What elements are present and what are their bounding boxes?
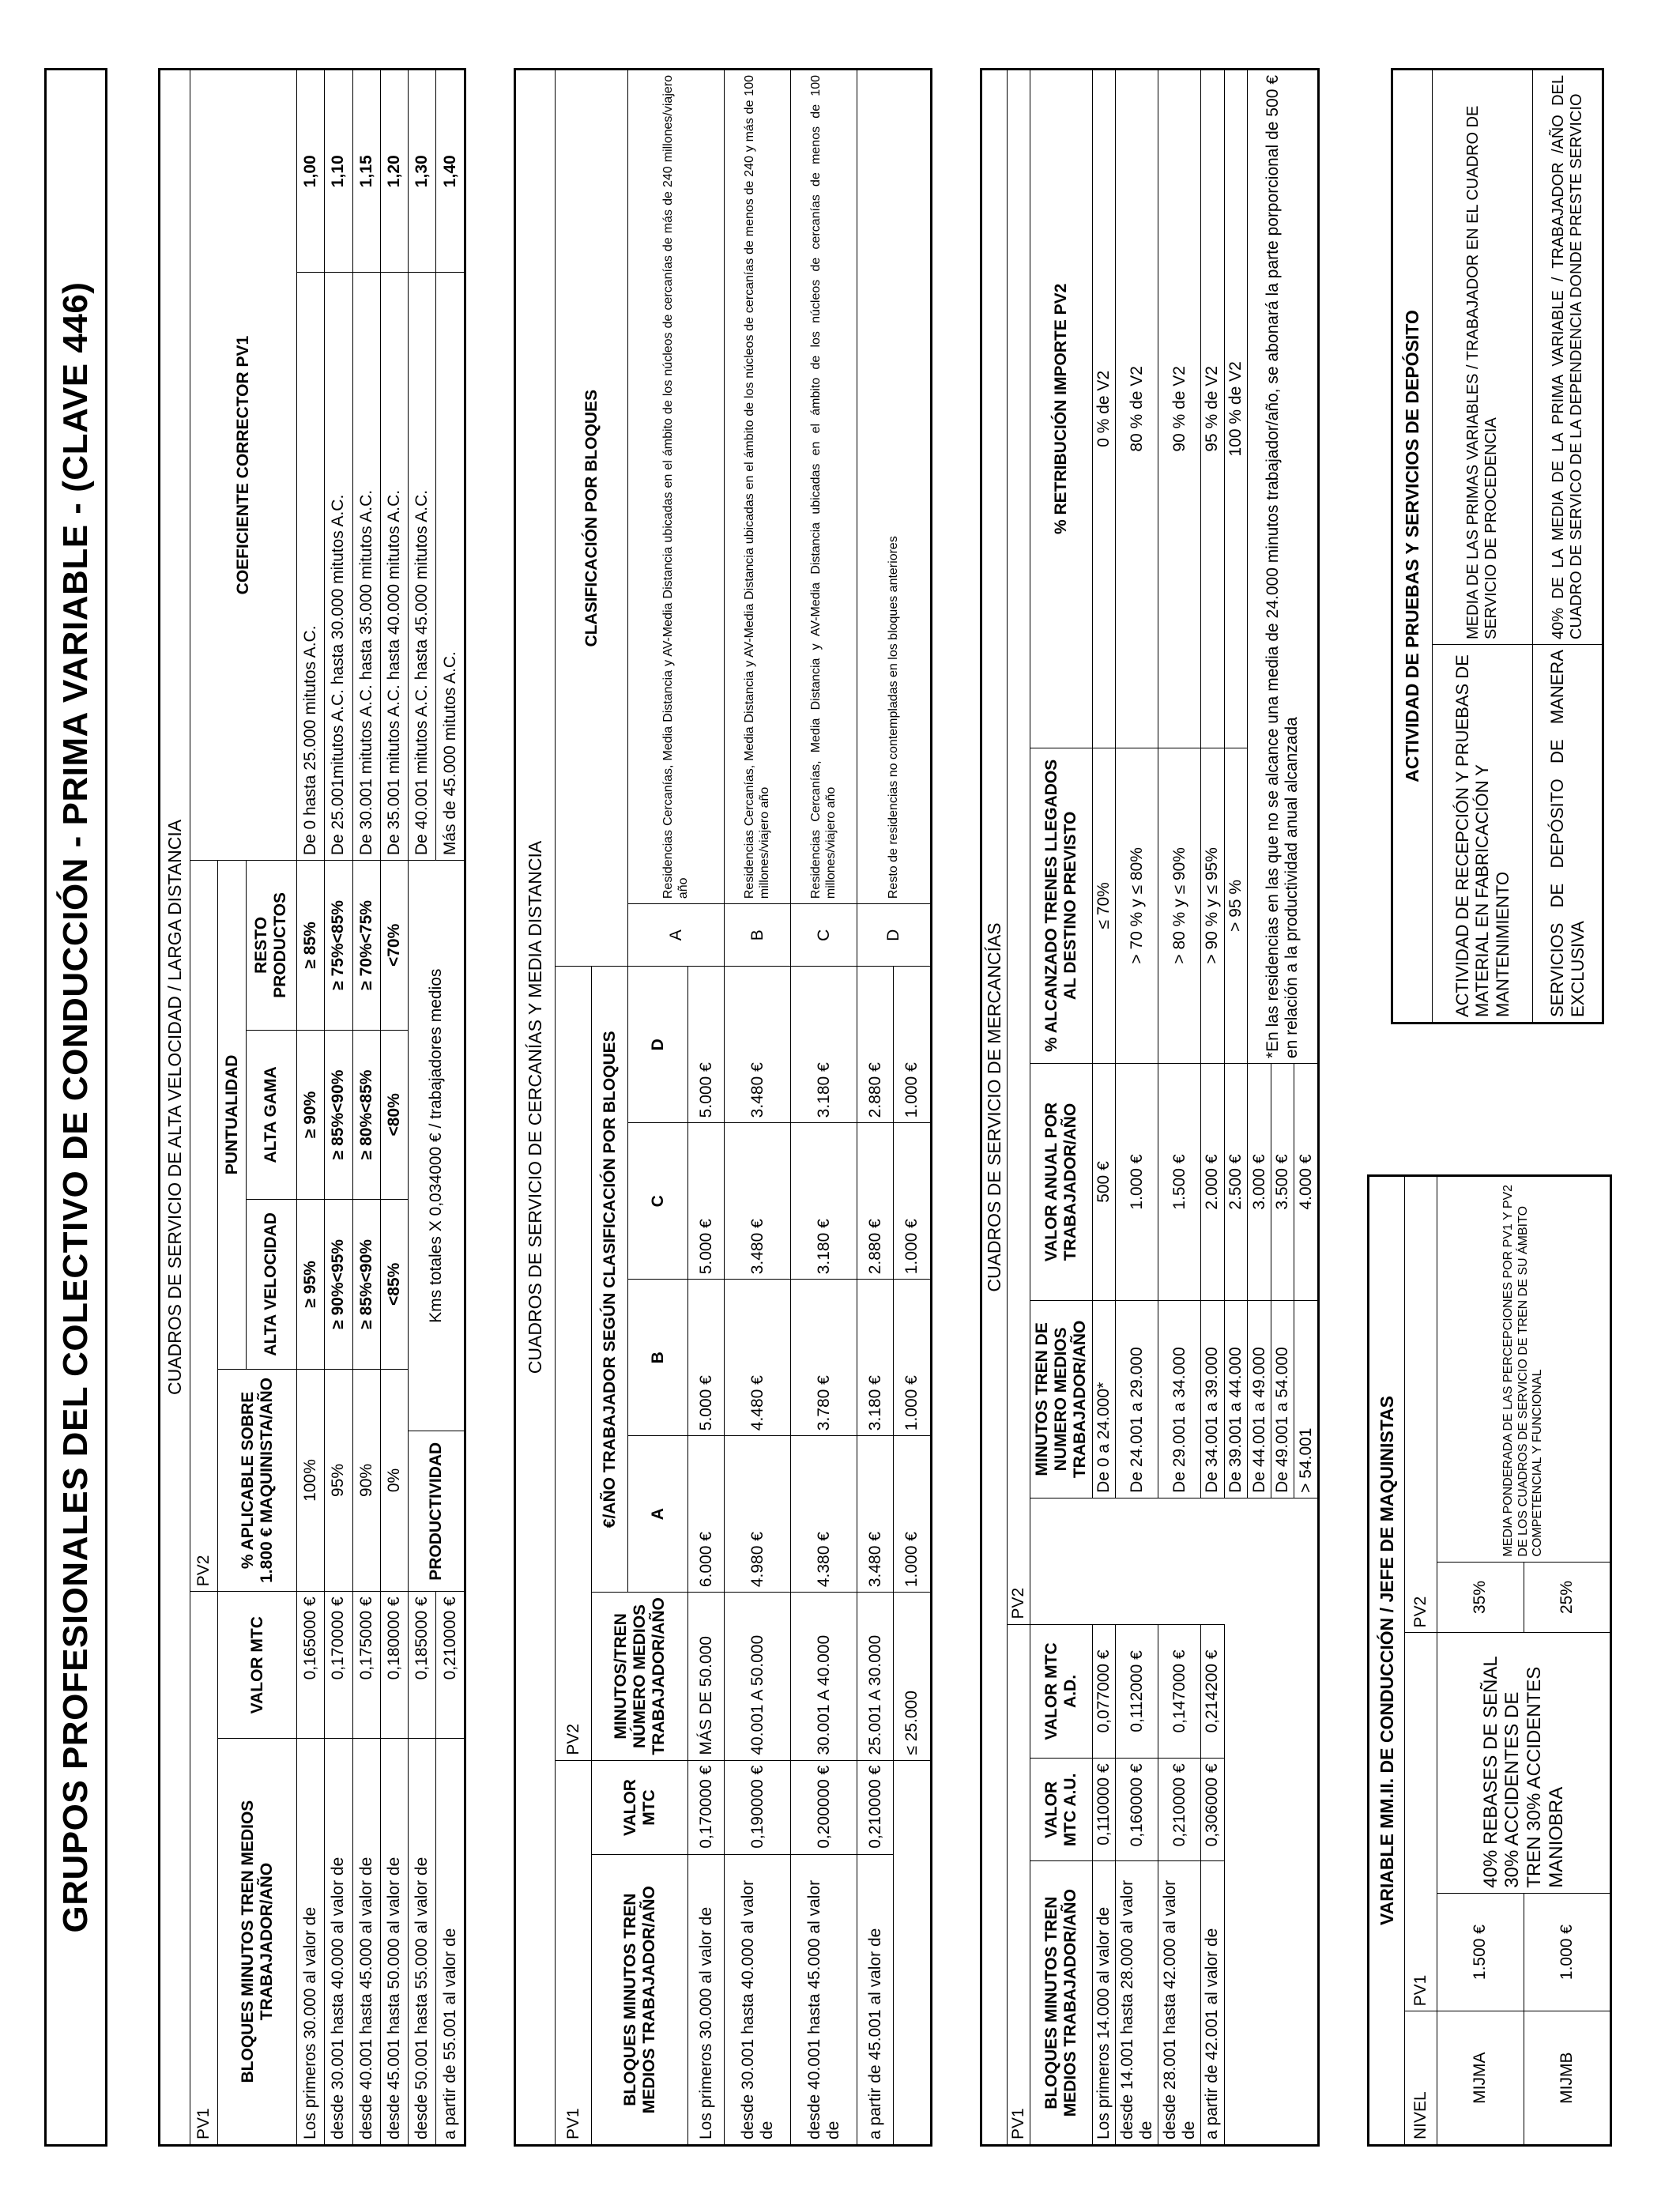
clasif-text: Residencias Cercanías, Media Distancia y AV-Media Distancia ubicadas en el ámbito de los núcleos de cercanías de más de 240 millones/viajero año: [628, 70, 725, 904]
table-row: desde 40.001 hasta 45.000 al valor de 0,200000 € 30.001 A 40.000 4.380 € 3.780 € 3.180 € 3.180 € C Residencias Cercanías, Media Distancia y AV-Media Distancia ubicadas en el ámbito de los núcleos de cercanías de menos de 100 millones/viajero año: [791, 70, 857, 2146]
valor-anual-header: VALOR ANUAL POR TRABAJADOR/AÑO: [1030, 1064, 1092, 1301]
deposito-table: [1391, 68, 1604, 1024]
col-a-header: A: [628, 1436, 688, 1593]
valor-ad-header: VALOR MTC A.D.: [1030, 1624, 1092, 1759]
alcanzado-header: % ALCANZADO TRENES LLEGADOS AL DESTINO PREVISTO: [1030, 748, 1092, 1063]
retribucion-header: % RETRIBUCIÓN IMPORTE PV2: [1030, 70, 1092, 748]
table-row: SERVICIOS DE DEPÓSITO DE MANERA EXCLUSIVA 40% DE LA MEDIA DE LA PRIMA VARIABLE / TRABAJADOR /AÑO DEL CUADRO DE SERVICO DE LA DEPENDENCIA DONDE PRESTE SERVICIO: [1533, 70, 1603, 1023]
pv1-header: PV1: [1404, 1633, 1437, 2011]
clasif-text: Resto de residencias no contempladas en los bloques anteriores: [857, 70, 932, 904]
section-title: CUADROS DE SERVICIO DE ALTA VELOCIDAD / LARGA DISTANCIA: [160, 70, 190, 2146]
table-row: desde 28.001 hasta 42.000 al valor de 0,210000 € 0,147000 € De 29.001 a 34.000 1.500 € > 80 % y ≤ 90% 90 % de V2: [1158, 70, 1201, 2146]
pv2-label: PV2: [1007, 70, 1030, 1625]
table-row: ≤ 25.000 1.000 € 1.000 € 1.000 € 1.000 €: [894, 70, 932, 2146]
resto-header: RESTO PRODUCTOS: [246, 861, 296, 1031]
table-row: desde 30.001 hasta 40.000 al valor de 0,190000 € 40.001 A 50.000 4.980 € 4.480 € 3.480 € 3.480 € B Residencias Cercanías, Media Distancia y AV-Media Distancia ubicadas en el ámbito de los núcleos de cercanías de menos de 240 y más de 100 millones/viajero año: [725, 70, 791, 2146]
bloques-header: BLOQUES MINUTOS TREN MEDIOS TRABAJADOR/AÑO: [218, 1739, 297, 2146]
aplicable-header: % APLICABLE SOBRE 1.800 € MAQUINISTA/AÑO: [218, 1369, 297, 1592]
table-row: a partir de 55.001 al valor de 0,210000 € Más de 45.000 mitutos A.C. 1,40: [436, 70, 465, 2146]
coeficiente-header: COEFICIENTE CORRECTOR PV1: [190, 70, 297, 861]
col-b-header: B: [628, 1280, 688, 1436]
mercancias-note: *En las residencias en las que no se alcance una media de 24.000 minutos trabajador/año, se abonará la parte porporcional de 500 € en relación a la productividad anual alcanzada: [1248, 70, 1319, 1064]
table-row: > 54.001 4.000 €: [1294, 70, 1319, 2146]
table-row: ACTIVIDAD DE RECEPCIÓN Y PRUEBAS DE MATERIAL EN FABRICACIÓN Y MANTENIMIENTO MEDIA DE LAS PRIMAS VARIABLES / TRABAJADOR EN EL CUADRO DE SERVICIO DE PROCEDENCIA: [1432, 70, 1532, 1023]
euro-header: €/AÑO TRABAJADOR SEGÚN CLASIFICACIÓN POR BLOQUES: [592, 967, 628, 1593]
section-title: CUADROS DE SERVICIO DE CERCANÍAS Y MEDIA DISTANCIA: [515, 70, 556, 2146]
conceptos: 40% REBASES DE SEÑAL 30% ACCIDENTES DE TREN 30% ACCIDENTES MANIOBRA: [1437, 1633, 1611, 1893]
valor-header: VALOR MTC: [218, 1592, 297, 1739]
minutos-header: MINUTOS TREN DE NUMERO MEDIOS TRABAJADOR/AÑO: [1030, 1300, 1092, 1498]
pv2-label: PV2: [556, 967, 592, 1760]
clasif-text: Residencias Cercanías, Media Distancia y AV-Media Distancia ubicadas en el ámbito de los núcleos de cercanías de menos de 100 millones/viajero año: [791, 70, 857, 904]
section-title: VARIABLE MM.II. DE CONDUCCIÓN / JEFE DE MAQUINISTAS: [1369, 1176, 1405, 2146]
table-row: Los primeros 30.000 al valor de 0,170000 € MÁS DE 50.000 6.000 € 5.000 € 5.000 € 5.000 €: [688, 70, 725, 2146]
table-row: De 44.001 a 49.000 3.000 € *En las residencias en las que no se alcance una media de 24.000 minutos trabajador/año, se abonará la parte porporcional de 500 € en relación a la productividad anual alcanzada: [1248, 70, 1271, 2146]
puntualidad-header: PUNTUALIDAD: [218, 861, 246, 1370]
kms-formula: Kms totales X 0,034000 € / trabajadores medios: [409, 861, 464, 1431]
table-row: desde 45.001 hasta 50.000 al valor de 0,180000 € 0% <85% <80% <70% De 35.001 mitutos A.C. hasta 40.000 mitutos A.C. 1,20: [380, 70, 408, 2146]
mercancias-table: [980, 68, 1320, 2147]
alta-velocidad-table: [158, 68, 466, 2147]
table-row: De 49.001 a 54.000 3.500 €: [1271, 70, 1294, 2146]
clasif-text: Residencias Cercanías, Media Distancia y AV-Media Distancia ubicadas en el ámbito de los núcleos de cercanías de menos de 240 y más de 100 millones/viajero año: [725, 70, 791, 904]
col-d-header: D: [628, 967, 688, 1123]
productividad-box: [409, 861, 464, 1591]
col-c-header: C: [628, 1123, 688, 1280]
clasif-letra: B: [725, 904, 791, 967]
alta-gama-header: ALTA GAMA: [246, 1030, 296, 1200]
pv2-header: PV2: [1404, 1176, 1437, 1633]
table-row: a partir de 45.001 al valor de 0,210000 € 25.001 A 30.000 3.480 € 3.180 € 2.880 € 2.880 € D Resto de residencias no contempladas en los bloques anteriores: [857, 70, 894, 2146]
clasificacion-header: CLASIFICACIÓN POR BLOQUES: [556, 70, 628, 967]
bloques-header: BLOQUES MINUTOS TREN MEDIOS TRABAJADOR/AÑO: [1030, 1861, 1092, 2146]
page-title: GRUPOS PROFESIONALES DEL COLECTIVO DE CONDUCCIÓN - PRIMA VARIABLE - (CLAVE 446): [44, 68, 107, 2147]
table-row: MIJMA 1.500 € 40% REBASES DE SEÑAL 30% ACCIDENTES DE TREN 30% ACCIDENTES MANIOBRA 35% MEDIA PONDERADA DE LAS PERCEPCIONES POR PV1 Y PV2 DE LOS CUADROS DE SERVICIO DE TREN DE SU ÁMBITO COMPETENCIAL Y FUNCIONAL: [1437, 1176, 1524, 2146]
clasif-letra: D: [857, 904, 932, 967]
table-row: desde 40.001 hasta 45.000 al valor de 0,175000 € 90% ≥ 85%<90% ≥ 80%<85% ≥ 70%<75% De 30.001 mitutos A.C. hasta 35.000 mitutos A.C. 1,15: [352, 70, 380, 2146]
pv2-description: MEDIA PONDERADA DE LAS PERCEPCIONES POR PV1 Y PV2 DE LOS CUADROS DE SERVICIO DE TREN DE SU ÁMBITO COMPETENCIAL Y FUNCIONAL: [1437, 1176, 1611, 1563]
productividad-label: PRODUCTIVIDAD: [409, 1431, 464, 1592]
pv2-label: PV2: [190, 861, 218, 1592]
table-row: MIJMB 1.000 € 25%: [1524, 1176, 1611, 2146]
table-row: Los primeros 14.000 al valor de 0,110000 € 0,077000 € De 0 a 24.000* 500 € ≤ 70% 0 % de V2: [1092, 70, 1116, 2146]
table-row: Los primeros 30.000 al valor de 0,165000 € 100% ≥ 95% ≥ 90% ≥ 85% De 0 hasta 25.000 mitutos A.C. 1,00: [297, 70, 325, 2146]
section-title: CUADROS DE SERVICIO DE MERCANCÍAS: [981, 70, 1008, 2146]
clasif-letra: A: [628, 904, 725, 967]
table-row: desde 50.001 hasta 55.000 al valor de 0,185000 € PRODUCTIVIDAD Kms totales X 0,034000 € / trabajadores medios De 40.001 mitutos A.C. hasta 45.000 mitutos A.C. 1,30: [409, 70, 436, 2146]
valor-header: VALOR MTC: [592, 1760, 688, 1855]
table-row: a partir de 42.001 al valor de 0,306000 € 0,214200 € De 34.001 a 39.000 2.000 € > 90 % y ≤ 95% 95 % de V2: [1201, 70, 1225, 2146]
nivel-header: NIVEL: [1404, 2011, 1437, 2146]
maquinistas-table: [1367, 1174, 1612, 2147]
cercanias-table: [514, 68, 932, 2147]
table-row: De 39.001 a 44.000 2.500 € > 95 % 100 % de V2: [1224, 70, 1248, 2146]
bloques-header: BLOQUES MINUTOS TREN MEDIOS TRABAJADOR/AÑO: [592, 1855, 688, 2146]
section-title: ACTIVIDAD DE PRUEBAS Y SERVICIOS DE DEPÓSITO: [1392, 70, 1433, 1023]
pv1-label: PV1: [556, 1760, 592, 2145]
valor-au-header: VALOR MTC A.U.: [1030, 1759, 1092, 1861]
alta-velocidad-header: ALTA VELOCIDAD: [246, 1200, 296, 1370]
table-row: desde 14.001 hasta 28.000 al valor de 0,160000 € 0,112000 € De 24.001 a 29.000 1.000 € > 70 % y ≤ 80% 80 % de V2: [1116, 70, 1158, 2146]
table-row: desde 30.001 hasta 40.000 al valor de 0,170000 € 95% ≥ 90%<95% ≥ 85%<90% ≥ 75%<85% De 25.001mitutos A.C. hasta 30.000 mitutos A.C. 1,10: [325, 70, 352, 2146]
pv1-label: PV1: [190, 1592, 218, 2146]
pv1-label: PV1: [1007, 1624, 1030, 2145]
minutos-header: MINUTOS/TREN NÚMERO MEDIOS TRABAJADOR/AÑO: [592, 1593, 688, 1761]
clasif-letra: C: [791, 904, 857, 967]
